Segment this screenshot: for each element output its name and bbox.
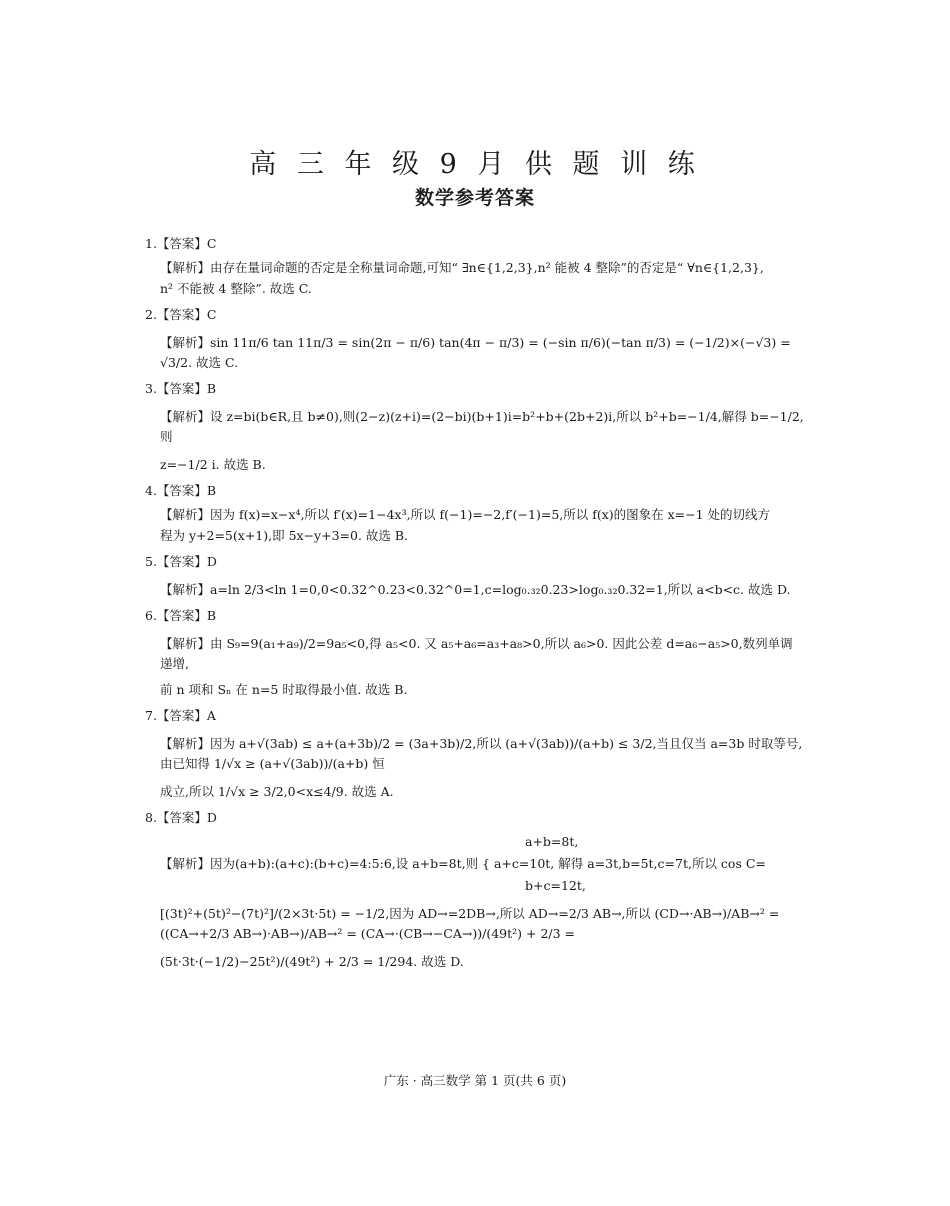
explanation-line: 前 n 项和 Sₙ 在 n=5 时取得最小值. 故选 B. xyxy=(160,682,408,697)
question-2 xyxy=(145,305,805,373)
system-line-3: b+c=12t, xyxy=(525,878,586,893)
explanation-line: 【解析】设 z=bi(b∈R,且 b≠0),则(2−z)(z+i)=(2−bi)(b+1)i=b²+b+(2b+2)i,所以 b²+b=−1/4,解得 b=−1/2,则 xyxy=(160,409,804,444)
explanation-line: z=−1/2 i. 故选 B. xyxy=(160,457,266,472)
explanation-line: 【解析】sin 11π/6 tan 11π/3 = sin(2π − π/6) tan(4π − π/3) = (−sin π/6)(−tan π/3) = (−1/2)×(−√3) = √3/2. 故选 C. xyxy=(160,335,791,370)
answer-label: 8.【答案】D xyxy=(145,810,217,825)
answer-label: 5.【答案】D xyxy=(145,554,217,569)
system-line-1: a+b=8t, xyxy=(525,834,579,849)
explanation-line: 成立,所以 1/√x ≥ 3/2,0<x≤4/9. 故选 A. xyxy=(160,784,394,799)
page-footer: 广东 · 高三数学 第 1 页(共 6 页) xyxy=(383,1073,567,1088)
question-4 xyxy=(145,481,805,546)
question-1 xyxy=(145,234,805,299)
explanation-line: 【解析】a=ln 2/3<ln 1=0,0<0.32^0.23<0.32^0=1,c=log₀.₃₂0.23>log₀.₃₂0.32=1,所以 a<b<c. 故选 D. xyxy=(160,582,791,597)
answer-label: 7.【答案】A xyxy=(145,708,216,723)
explanation-line: 【解析】因为 f(x)=x−x⁴,所以 f′(x)=1−4x³,所以 f(−1)=−2,f′(−1)=5,所以 f(x)的图象在 x=−1 处的切线方 xyxy=(160,507,771,522)
question-5 xyxy=(145,552,805,600)
answer-label: 2.【答案】C xyxy=(145,307,217,322)
question-3 xyxy=(145,379,805,475)
explanation-line: [(3t)²+(5t)²−(7t)²]/(2×3t·5t) = −1/2,因为 AD→=2DB→,所以 AD→=2/3 AB→,所以 (CD→·AB→)/AB→² = ((CA→+2/3 AB→)·AB→)/AB→² = (CA→·(CB→−CA→))/(49t²) + 2/3 = xyxy=(160,906,780,941)
answer-label: 6.【答案】B xyxy=(145,608,217,623)
explanation-line: 【解析】由 S₉=9(a₁+a₉)/2=9a₅<0,得 a₅<0. 又 a₅+a₆=a₃+a₈>0,所以 a₆>0. 因此公差 d=a₆−a₅>0,数列单调递增, xyxy=(160,636,793,671)
explanation-line: n² 不能被 4 整除”. 故选 C. xyxy=(160,281,312,296)
question-6 xyxy=(145,606,805,700)
answer-label: 1.【答案】C xyxy=(145,236,217,251)
answers-content xyxy=(145,228,805,978)
answer-label: 3.【答案】B xyxy=(145,381,217,396)
explanation-line: 【解析】因为 a+√(3ab) ≤ a+(a+3b)/2 = (3a+3b)/2,所以 (a+√(3ab))/(a+b) ≤ 3/2,当且仅当 a=3b 时取等号,由已知得 1/√x ≥ (a+√(3ab))/(a+b) 恒 xyxy=(160,736,803,771)
question-7 xyxy=(145,706,805,802)
explanation-line: 程为 y+2=5(x+1),即 5x−y+3=0. 故选 B. xyxy=(160,528,409,543)
page-title: 高 三 年 级 9 月 供 题 训 练 xyxy=(249,149,701,180)
page-subtitle: 数学参考答案 xyxy=(414,187,535,209)
question-8 xyxy=(145,808,805,972)
explanation-line: 【解析】因为(a+b):(a+c):(b+c)=4:5:6,设 a+b=8t,则 { a+c=10t, 解得 a=3t,b=5t,c=7t,所以 cos C= xyxy=(160,856,766,871)
answer-label: 4.【答案】B xyxy=(145,483,217,498)
explanation-line: 【解析】由存在量词命题的否定是全称量词命题,可知“ ∃n∈{1,2,3},n² 能被 4 整除”的否定是“ ∀n∈{1,2,3}, xyxy=(160,260,764,275)
explanation-line: (5t·3t·(−1/2)−25t²)/(49t²) + 2/3 = 1/294. 故选 D. xyxy=(160,954,464,969)
